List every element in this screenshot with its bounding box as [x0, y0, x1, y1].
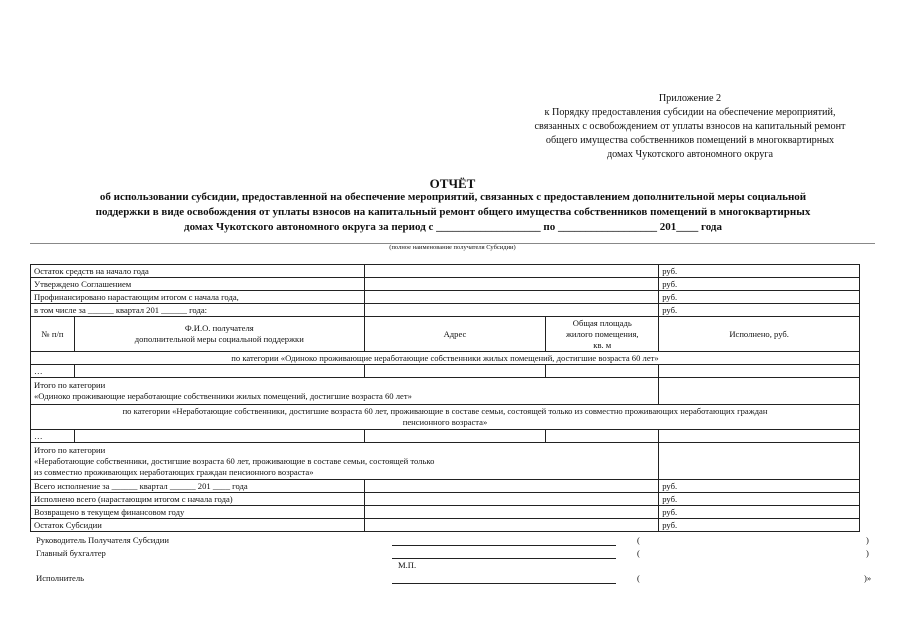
col-header-area [546, 317, 659, 352]
total-line: «Неработающие собственники, достигшие возраста 60 лет, проживающие в составе семьи, состоящей только [34, 455, 435, 466]
col-header-fio-line1: Ф.И.О. получателя [184, 323, 254, 333]
total-line: Итого по категории [34, 380, 106, 390]
ellipsis-cell: … [31, 430, 75, 443]
unit-cell: руб. [659, 493, 860, 506]
row-label: Утверждено Соглашением [31, 278, 365, 291]
unit-cell: руб. [659, 506, 860, 519]
report-subtitle [28, 190, 878, 235]
total-line: «Одиноко проживающие неработающие собственники жилых помещений, достигшие возраста 60 лет» [34, 391, 412, 401]
unit-cell: руб. [659, 519, 860, 532]
appendix-line: Приложение 2 [658, 93, 722, 104]
table-row [31, 493, 860, 506]
executor-close-paren: )» [864, 573, 872, 583]
fio-cell[interactable] [74, 430, 364, 443]
report-title: ОТЧЁТ [429, 176, 476, 191]
unit-cell: руб. [659, 278, 860, 291]
area-cell[interactable] [546, 430, 659, 443]
table-row [31, 519, 860, 532]
row-label: Остаток Субсидии [31, 519, 365, 532]
appendix-line: к Порядку предоставления субсидии на обеспечение мероприятий, [544, 107, 836, 118]
category2-header-line: пенсионного возраста» [402, 417, 488, 427]
subtitle-line: об использовании субсидии, предоставленной на обеспечение мероприятий, связанных с предоставлением дополнительной меры социальной [99, 191, 807, 203]
col-header-fio [74, 317, 364, 352]
appendix-line: домах Чукотского автономного округа [606, 149, 774, 160]
subtitle-line: поддержки в виде освобождения от уплаты взносов на капитальный ремонт общего имущества собственников помещений в многоквартирных [95, 206, 811, 218]
ellipsis-cell: … [31, 365, 75, 378]
col-header-done: Исполнено, руб. [659, 317, 860, 352]
value-cell[interactable] [364, 519, 659, 532]
col-header-area-line3: кв. м [593, 339, 612, 350]
value-cell[interactable] [364, 493, 659, 506]
head-signature-line[interactable] [392, 545, 616, 546]
appendix-block [500, 92, 880, 162]
table-row [31, 430, 860, 443]
category-total-row [31, 443, 860, 480]
address-cell[interactable] [364, 365, 546, 378]
table-row [31, 291, 860, 304]
unit-cell: руб. [659, 291, 860, 304]
table-row [31, 365, 860, 378]
unit-cell: руб. [659, 265, 860, 278]
category-total-row [31, 378, 860, 405]
unit-cell: руб. [659, 480, 860, 493]
executor-signature-label: Исполнитель [36, 573, 85, 583]
row-label: Исполнено всего (нарастающим итогом с начала года) [31, 493, 365, 506]
header-row [31, 317, 860, 352]
executor-signature-line[interactable] [392, 583, 616, 584]
col-header-area-line2: жилого помещения, [565, 328, 639, 339]
category1-total-label [31, 378, 659, 405]
category1-header: по категории «Одиноко проживающие неработающие собственники жилых помещений, достигшие возраста 60 лет» [31, 352, 860, 365]
category2-header [31, 405, 860, 430]
value-cell[interactable] [364, 291, 659, 304]
unit-cell: руб. [659, 304, 860, 317]
row-label: Возвращено в текущем финансовом году [31, 506, 365, 519]
value-cell[interactable] [364, 304, 659, 317]
category2-total-label [31, 443, 659, 480]
report-table [30, 264, 860, 532]
stamp-label: М.П. [398, 560, 417, 570]
value-cell[interactable] [364, 506, 659, 519]
row-label: Всего исполнение за ______ квартал ______ 201 ____ года [31, 480, 365, 493]
done-cell[interactable] [659, 365, 860, 378]
appendix-line: общего имущества собственников помещений в многоквартирных [545, 135, 835, 146]
accountant-close-paren: ) [866, 548, 869, 558]
subtitle-line: домах Чукотского автономного округа за период с ___________________ по __________________ 201____ года [184, 221, 722, 233]
category2-header-line: по категории «Неработающие собственники, достигшие возраста 60 лет, проживающие в составе семьи, состоящей только из совместно проживающих неработающих граждан [122, 406, 768, 416]
accountant-open-paren: ( [637, 548, 640, 558]
area-cell[interactable] [546, 365, 659, 378]
total-line: из совместно проживающих неработающих граждан пенсионного возраста» [34, 466, 314, 477]
head-close-paren: ) [866, 535, 869, 545]
address-cell[interactable] [364, 430, 546, 443]
value-cell[interactable] [364, 265, 659, 278]
row-label: Профинансировано нарастающим итогом с начала года, [31, 291, 365, 304]
total-line: Итого по категории [34, 444, 106, 455]
appendix-line: связанных с освобождением от уплаты взносов на капитальный ремонт [534, 121, 846, 132]
category-header-row [31, 352, 860, 365]
category-header-row [31, 405, 860, 430]
table-row [31, 278, 860, 291]
col-header-area-line1: Общая площадь [572, 317, 632, 328]
value-cell[interactable] [364, 480, 659, 493]
col-header-num: № п/п [31, 317, 75, 352]
done-cell[interactable] [659, 443, 860, 480]
head-signature-label: Руководитель Получателя Субсидии [36, 535, 169, 545]
table-row [31, 506, 860, 519]
table-row [31, 265, 860, 278]
done-cell[interactable] [659, 430, 860, 443]
col-header-address: Адрес [364, 317, 546, 352]
row-label: в том числе за ______ квартал 201 ______ года: [31, 304, 365, 317]
head-open-paren: ( [637, 535, 640, 545]
value-cell[interactable] [364, 278, 659, 291]
row-label: Остаток средств на начало года [31, 265, 365, 278]
table-row [31, 480, 860, 493]
table-row [31, 304, 860, 317]
recipient-caption: (полное наименование получателя Субсидии) [389, 244, 516, 251]
fio-cell[interactable] [74, 365, 364, 378]
accountant-signature-line[interactable] [392, 558, 616, 559]
executor-open-paren: ( [637, 573, 640, 583]
accountant-signature-label: Главный бухгалтер [36, 548, 106, 558]
done-cell[interactable] [659, 378, 860, 405]
col-header-fio-line2: дополнительной меры социальной поддержки [134, 334, 304, 344]
